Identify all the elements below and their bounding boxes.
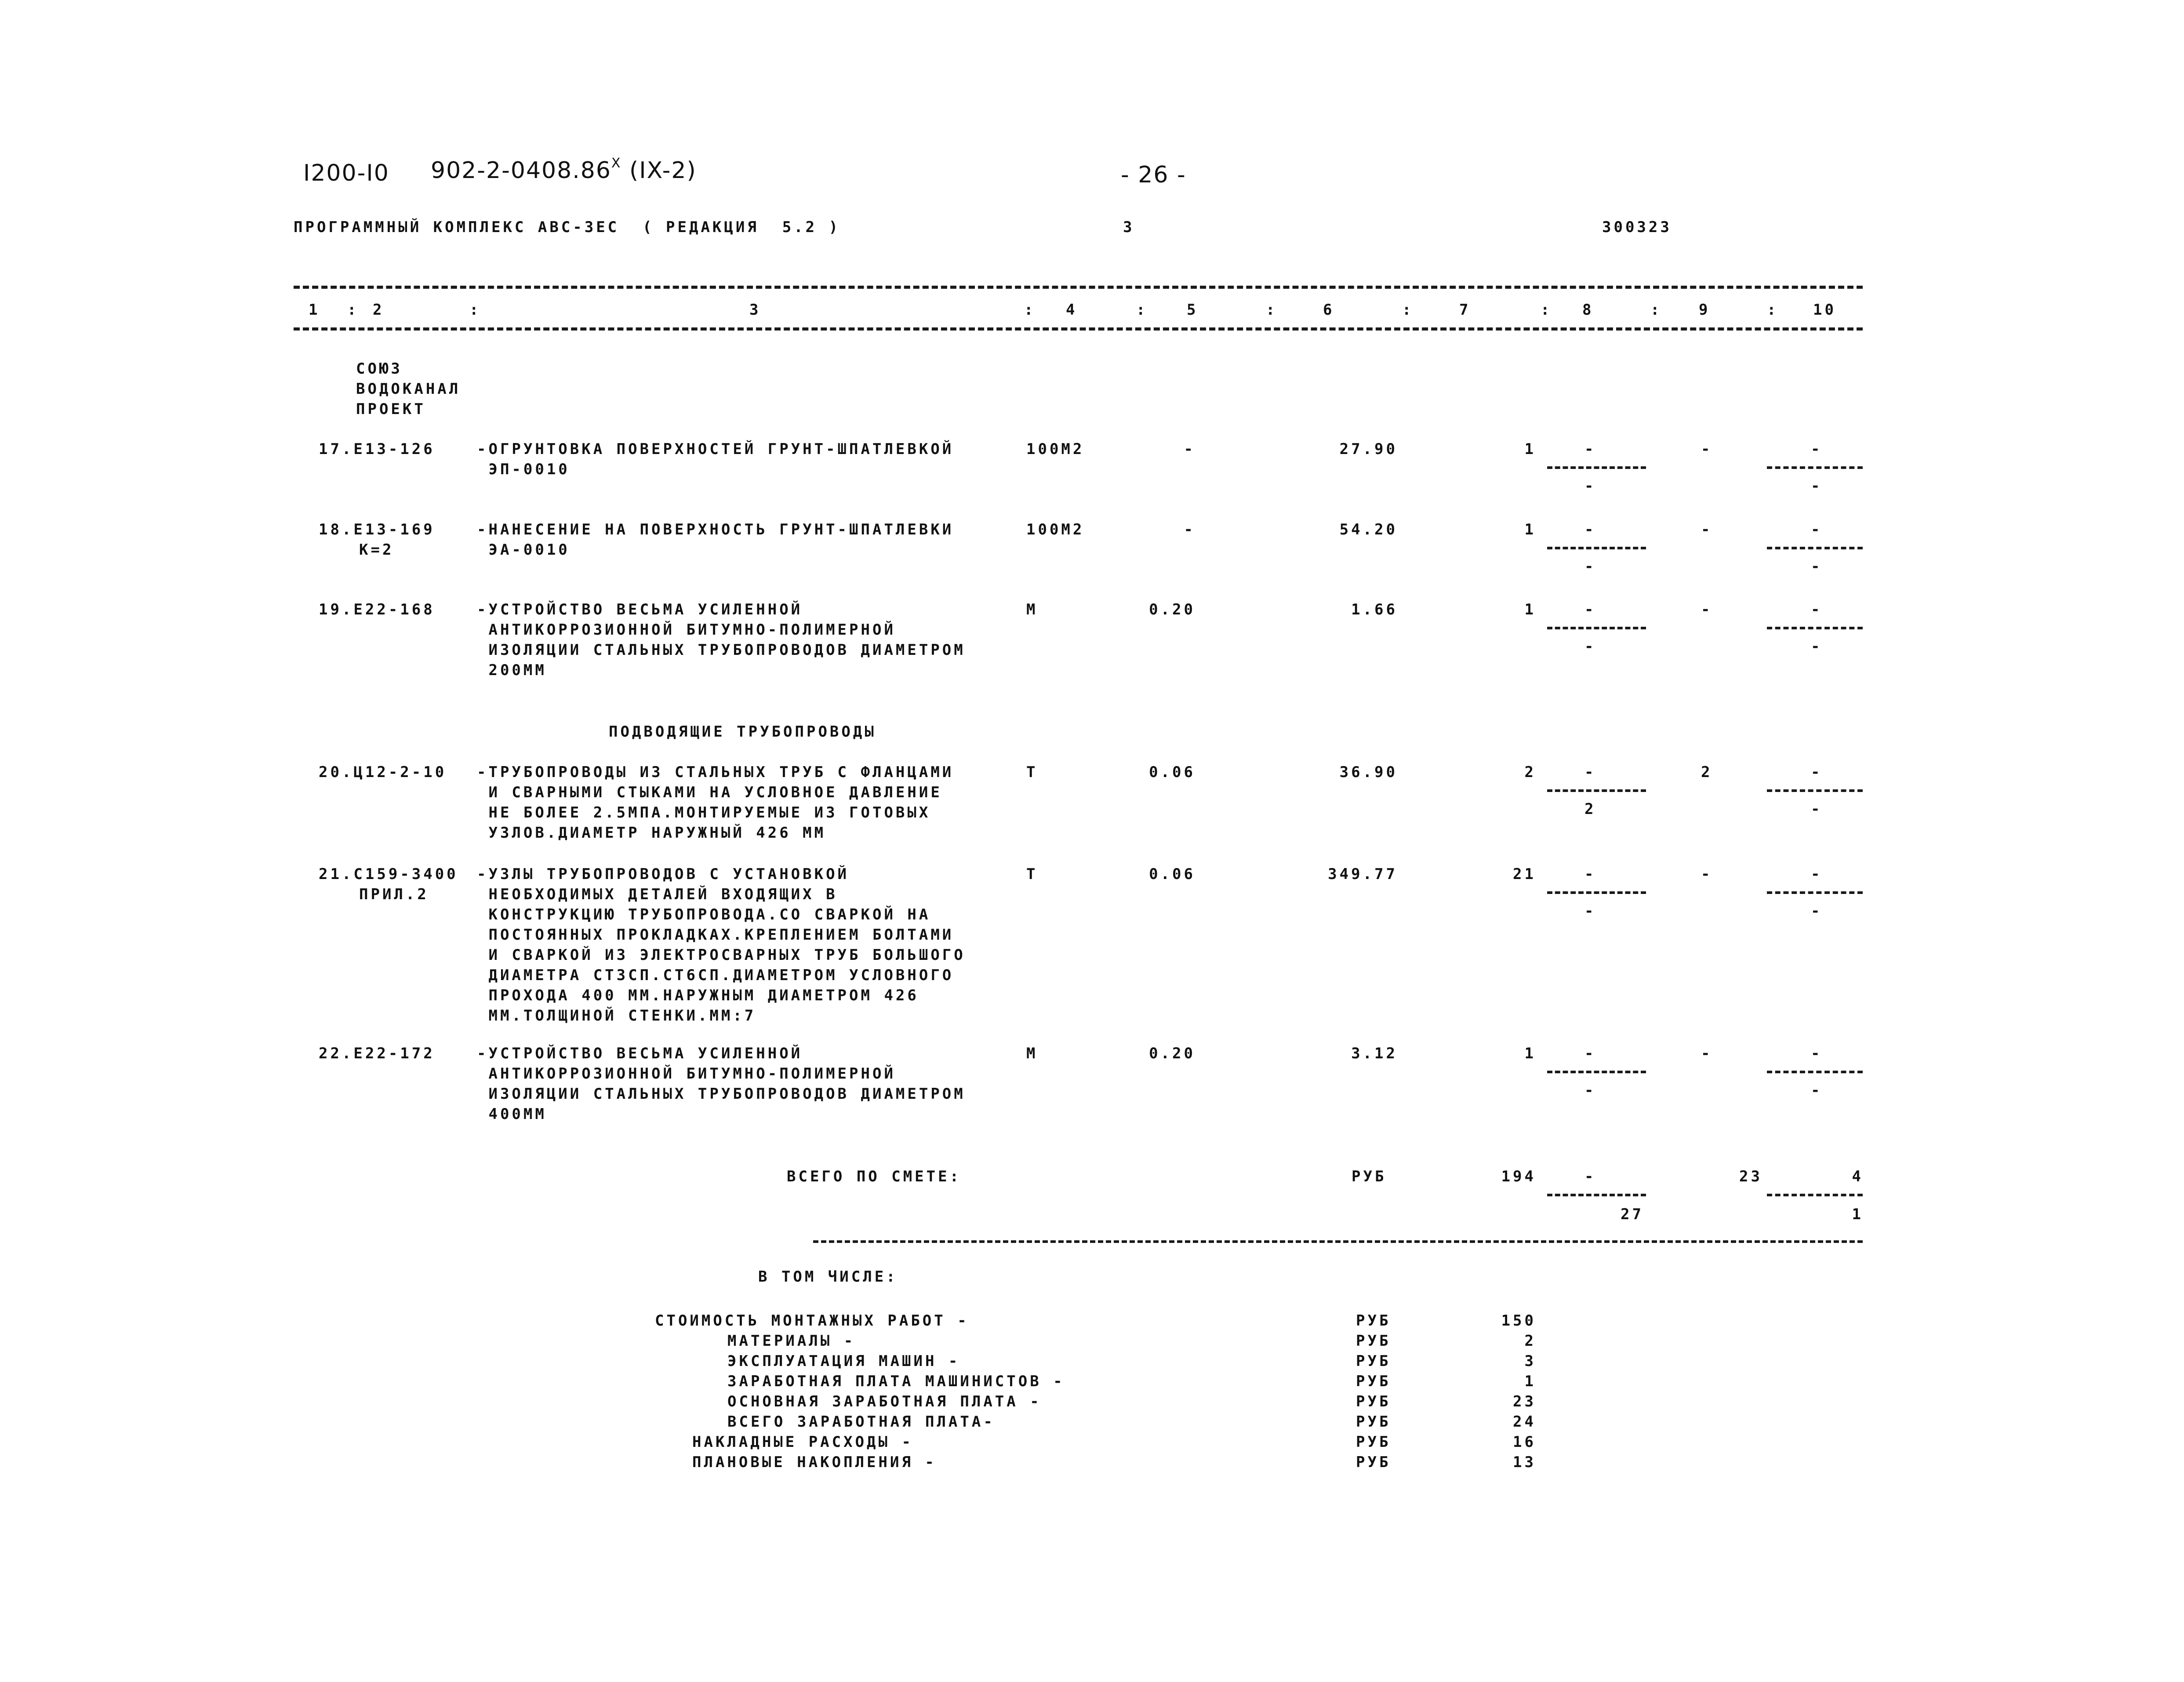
- row-unit: 100М2: [1026, 440, 1085, 458]
- row-col10-top: -: [1811, 1045, 1823, 1062]
- row-col6: 349.77: [1328, 865, 1398, 883]
- row-col10-bottom: -: [1811, 800, 1823, 818]
- row-col10-bottom: -: [1811, 477, 1823, 495]
- column-separator: :: [1650, 301, 1662, 319]
- total-col9: 23: [1739, 1168, 1762, 1185]
- row-code-suffix: К=2: [359, 541, 394, 559]
- row-description-line: ЭА-0010: [477, 541, 570, 559]
- breakdown-unit: РУБ: [1356, 1413, 1391, 1431]
- row-col6: 54.20: [1339, 521, 1398, 538]
- section-title: ПОДВОДЯЩИЕ ТРУБОПРОВОДЫ: [609, 723, 876, 741]
- row-col8-top: -: [1584, 763, 1596, 781]
- row-col8-bottom: 2: [1584, 800, 1596, 818]
- row-description-line: -НАНЕСЕНИЕ НА ПОВЕРХНОСТЬ ГРУНТ-ШПАТЛЕВКИ: [477, 521, 954, 538]
- row-description-line: -УСТРОЙСТВО ВЕСЬМА УСИЛЕННОЙ: [477, 1045, 803, 1062]
- row-description-line: ЭП-0010: [477, 461, 570, 478]
- column-header-5: 5: [1187, 301, 1199, 319]
- project-code: [431, 155, 697, 184]
- row-col8-rule: [1547, 466, 1646, 469]
- row-col10-top: -: [1811, 763, 1823, 781]
- table-header-rule: [294, 327, 1863, 331]
- breakdown-value: 3: [1524, 1352, 1536, 1370]
- document-code: 300323: [1602, 218, 1672, 236]
- row-col10-top: -: [1811, 601, 1823, 618]
- row-col10-bottom: -: [1811, 558, 1823, 575]
- row-col10-top: -: [1811, 440, 1823, 458]
- breakdown-label: ЭКСПЛУАТАЦИЯ МАШИН -: [727, 1352, 960, 1370]
- row-code: 21.С159-3400: [319, 865, 458, 883]
- project-code-suffix: (IX-2): [629, 157, 697, 184]
- row-col5: 0.20: [1149, 601, 1196, 618]
- breakdown-value: 24: [1513, 1413, 1536, 1431]
- row-col8-top: -: [1584, 865, 1596, 883]
- row-col10-rule: [1767, 466, 1863, 469]
- row-col9: 2: [1701, 763, 1713, 781]
- breakdown-unit: РУБ: [1356, 1393, 1391, 1410]
- row-col5: 0.06: [1149, 865, 1196, 883]
- row-description-line: УЗЛОВ.ДИАМЕТР НАРУЖНЫЙ 426 ММ: [477, 824, 826, 842]
- row-col8-bottom: -: [1584, 1082, 1596, 1099]
- row-col10-bottom: -: [1811, 638, 1823, 655]
- breakdown-label: СТОИМОСТЬ МОНТАЖНЫХ РАБОТ -: [655, 1312, 969, 1330]
- row-col6: 27.90: [1339, 440, 1398, 458]
- row-code-suffix: ПРИЛ.2: [359, 886, 429, 903]
- page-number: - 26 -: [1121, 162, 1186, 188]
- breakdown-value: 13: [1513, 1453, 1536, 1471]
- column-separator: :: [1767, 301, 1779, 319]
- organization-line: ВОДОКАНАЛ: [356, 380, 461, 398]
- column-header-8: 8: [1582, 301, 1594, 319]
- row-description-line: ПРОХОДА 400 ММ.НАРУЖНЫМ ДИАМЕТРОМ 426: [477, 987, 919, 1004]
- doc-code: I200-I0: [303, 160, 389, 186]
- row-code: 20.Ц12-2-10: [319, 763, 447, 781]
- row-code: 22.Е22-172: [319, 1045, 435, 1062]
- row-col5: 0.06: [1149, 763, 1196, 781]
- column-separator: :: [1266, 301, 1278, 319]
- row-col7: 1: [1524, 440, 1536, 458]
- row-col8-rule: [1547, 1071, 1646, 1073]
- total-label: ВСЕГО ПО СМЕТЕ:: [787, 1168, 962, 1185]
- row-col10-rule: [1767, 547, 1863, 549]
- row-col8-rule: [1547, 789, 1646, 792]
- column-header-4: 4: [1066, 301, 1078, 319]
- breakdown-unit: РУБ: [1356, 1373, 1391, 1390]
- breakdown-label: ОСНОВНАЯ ЗАРАБОТНАЯ ПЛАТА -: [727, 1393, 1042, 1410]
- column-separator: :: [1402, 301, 1414, 319]
- breakdown-value: 16: [1513, 1433, 1536, 1451]
- row-unit: М: [1026, 1045, 1038, 1062]
- row-col7: 1: [1524, 601, 1536, 618]
- row-col8-rule: [1547, 627, 1646, 629]
- row-col9: -: [1701, 601, 1713, 618]
- row-description-line: -ТРУБОПРОВОДЫ ИЗ СТАЛЬНЫХ ТРУБ С ФЛАНЦАМИ: [477, 763, 954, 781]
- row-description-line: 400ММ: [477, 1105, 547, 1123]
- row-col10-bottom: -: [1811, 1082, 1823, 1099]
- breakdown-label: ВСЕГО ЗАРАБОТНАЯ ПЛАТА-: [727, 1413, 995, 1431]
- row-description-line: И СВАРНЫМИ СТЫКАМИ НА УСЛОВНОЕ ДАВЛЕНИЕ: [477, 784, 942, 801]
- row-col10-top: -: [1811, 865, 1823, 883]
- row-description-line: НЕОБХОДИМЫХ ДЕТАЛЕЙ ВХОДЯЩИХ В: [477, 886, 838, 903]
- row-unit: Т: [1026, 865, 1038, 883]
- total-col8-rule: [1547, 1194, 1646, 1196]
- total-col7: 194: [1501, 1168, 1536, 1185]
- row-col7: 2: [1524, 763, 1536, 781]
- column-header-7: 7: [1459, 301, 1471, 319]
- total-col10-bottom: 1: [1852, 1206, 1864, 1223]
- row-description-line: ПОСТОЯННЫХ ПРОКЛАДКАХ.КРЕПЛЕНИЕМ БОЛТАМИ: [477, 926, 954, 944]
- row-col6: 1.66: [1351, 601, 1398, 618]
- row-col6: 3.12: [1351, 1045, 1398, 1062]
- row-col5: -: [1184, 521, 1196, 538]
- row-description-line: АНТИКОРРОЗИОННОЙ БИТУМНО-ПОЛИМЕРНОЙ: [477, 621, 896, 639]
- column-header-2: 2: [373, 301, 385, 319]
- total-col10-rule: [1767, 1194, 1863, 1196]
- breakdown-label: НАКЛАДНЫЕ РАСХОДЫ -: [692, 1433, 913, 1451]
- row-col8-top: -: [1584, 1045, 1596, 1062]
- breakdown-unit: РУБ: [1356, 1332, 1391, 1350]
- row-description-line: -ОГРУНТОВКА ПОВЕРХНОСТЕЙ ГРУНТ-ШПАТЛЕВКОЙ: [477, 440, 954, 458]
- row-col10-rule: [1767, 789, 1863, 792]
- row-col6: 36.90: [1339, 763, 1398, 781]
- row-description-line: НЕ БОЛЕЕ 2.5МПА.МОНТИРУЕМЫЕ ИЗ ГОТОВЫХ: [477, 804, 931, 821]
- row-col8-bottom: -: [1584, 638, 1596, 655]
- breakdown-value: 2: [1524, 1332, 1536, 1350]
- column-header-6: 6: [1323, 301, 1335, 319]
- organization-line: ПРОЕКТ: [356, 400, 426, 418]
- row-description-line: АНТИКОРРОЗИОННОЙ БИТУМНО-ПОЛИМЕРНОЙ: [477, 1065, 896, 1083]
- breakdown-label: МАТЕРИАЛЫ -: [727, 1332, 856, 1350]
- row-description-line: -УСТРОЙСТВО ВЕСЬМА УСИЛЕННОЙ: [477, 601, 803, 618]
- breakdown-unit: РУБ: [1356, 1453, 1391, 1471]
- row-col9: -: [1701, 1045, 1713, 1062]
- breakdown-value: 150: [1501, 1312, 1536, 1330]
- breakdown-label: ЗАРАБОТНАЯ ПЛАТА МАШИНИСТОВ -: [727, 1373, 1065, 1390]
- total-underline: [813, 1240, 1863, 1243]
- column-separator: :: [469, 301, 481, 319]
- row-col5: -: [1184, 440, 1196, 458]
- row-col9: -: [1701, 440, 1713, 458]
- row-col8-top: -: [1584, 440, 1596, 458]
- row-col8-top: -: [1584, 601, 1596, 618]
- row-description-line: -УЗЛЫ ТРУБОПРОВОДОВ С УСТАНОВКОЙ: [477, 865, 850, 883]
- row-col10-top: -: [1811, 521, 1823, 538]
- breakdown-title: В ТОМ ЧИСЛЕ:: [758, 1268, 898, 1286]
- row-code: 18.Е13-169: [319, 521, 435, 538]
- row-col10-rule: [1767, 1071, 1863, 1073]
- breakdown-label: ПЛАНОВЫЕ НАКОПЛЕНИЯ -: [692, 1453, 937, 1471]
- row-col8-top: -: [1584, 521, 1596, 538]
- column-separator: :: [347, 301, 359, 319]
- row-description-line: И СВАРКОЙ ИЗ ЭЛЕКТРОСВАРНЫХ ТРУБ БОЛЬШОГО: [477, 946, 966, 964]
- row-unit: М: [1026, 601, 1038, 618]
- row-col10-rule: [1767, 627, 1863, 629]
- program-title: ПРОГРАММНЫЙ КОМПЛЕКС АВС-ЗЕС ( РЕДАКЦИЯ 5.2 ): [294, 218, 841, 236]
- column-header-3: 3: [749, 301, 761, 319]
- row-col8-bottom: -: [1584, 558, 1596, 575]
- breakdown-value: 23: [1513, 1393, 1536, 1410]
- row-col5: 0.20: [1149, 1045, 1196, 1062]
- column-separator: :: [1024, 301, 1036, 319]
- total-col10-top: 4: [1852, 1168, 1864, 1185]
- row-col10-bottom: -: [1811, 902, 1823, 920]
- breakdown-value: 1: [1524, 1373, 1536, 1390]
- row-col8-bottom: -: [1584, 902, 1596, 920]
- column-header-9: 9: [1699, 301, 1711, 319]
- row-code: 17.Е13-126: [319, 440, 435, 458]
- row-col10-rule: [1767, 891, 1863, 894]
- breakdown-unit: РУБ: [1356, 1312, 1391, 1330]
- row-col7: 21: [1513, 865, 1536, 883]
- row-col7: 1: [1524, 1045, 1536, 1062]
- column-separator: :: [1136, 301, 1148, 319]
- column-header-1: 1: [309, 301, 320, 319]
- total-unit: РУБ: [1352, 1168, 1387, 1185]
- row-description-line: ИЗОЛЯЦИИ СТАЛЬНЫХ ТРУБОПРОВОДОВ ДИАМЕТРОМ: [477, 641, 966, 659]
- row-description-line: ДИАМЕТРА СТЗСП.СТ6СП.ДИАМЕТРОМ УСЛОВНОГО: [477, 966, 954, 984]
- row-col7: 1: [1524, 521, 1536, 538]
- column-separator: :: [1541, 301, 1552, 319]
- row-col8-bottom: -: [1584, 477, 1596, 495]
- breakdown-unit: РУБ: [1356, 1352, 1391, 1370]
- row-col9: -: [1701, 865, 1713, 883]
- table-top-rule: [294, 286, 1863, 289]
- total-col8-bottom: 27: [1621, 1206, 1644, 1223]
- row-col8-rule: [1547, 891, 1646, 894]
- row-description-line: ММ.ТОЛЩИНОЙ СТЕНКИ.ММ:7: [477, 1007, 756, 1024]
- project-code-main: 902-2-0408.86: [431, 157, 611, 184]
- row-description-line: ИЗОЛЯЦИИ СТАЛЬНЫХ ТРУБОПРОВОДОВ ДИАМЕТРОМ: [477, 1085, 966, 1103]
- project-code-superscript: X: [611, 155, 621, 171]
- total-col8-top: -: [1584, 1168, 1596, 1185]
- row-col8-rule: [1547, 547, 1646, 549]
- row-description-line: КОНСТРУКЦИЮ ТРУБОПРОВОДА.СО СВАРКОЙ НА: [477, 906, 931, 923]
- row-col9: -: [1701, 521, 1713, 538]
- organization-line: СОЮЗ: [356, 360, 403, 378]
- row-description-line: 200ММ: [477, 661, 547, 679]
- row-unit: Т: [1026, 763, 1038, 781]
- row-unit: 100М2: [1026, 521, 1085, 538]
- sheet-number: 3: [1123, 218, 1135, 236]
- breakdown-unit: РУБ: [1356, 1433, 1391, 1451]
- column-header-10: 10: [1813, 301, 1836, 319]
- row-code: 19.Е22-168: [319, 601, 435, 618]
